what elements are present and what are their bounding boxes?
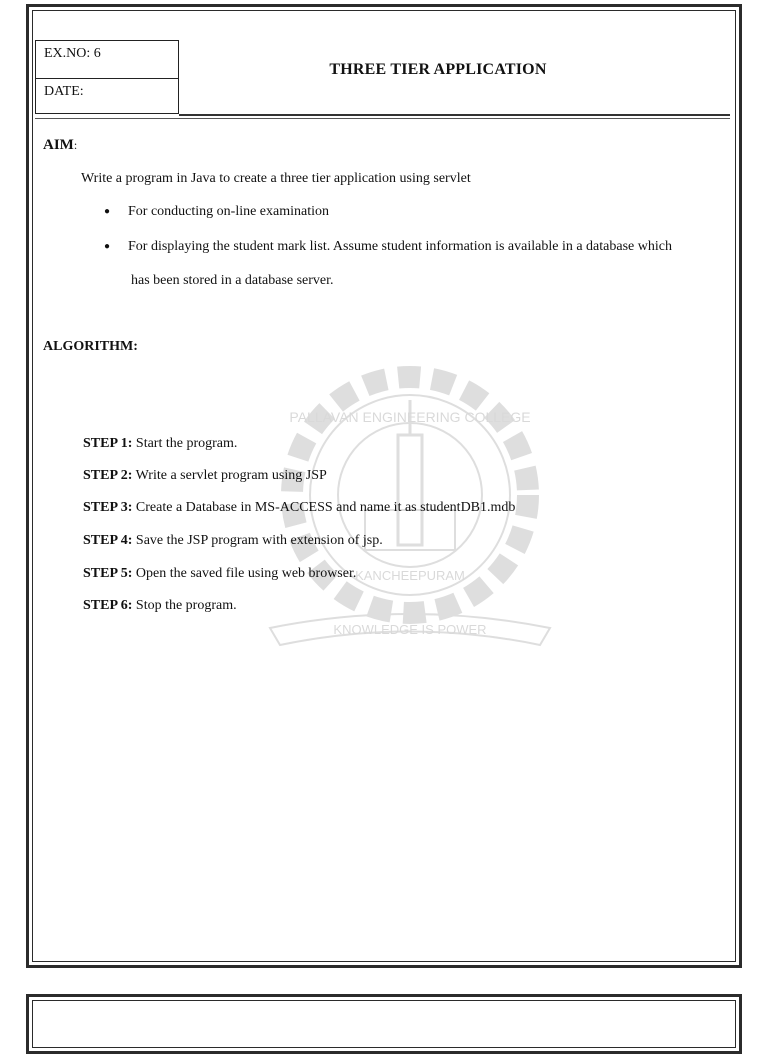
header-rule [179, 114, 730, 116]
watermark-motto: KNOWLEDGE IS POWER [333, 622, 487, 637]
aim-bullet-continuation: has been stored in a database server. [131, 273, 334, 288]
algorithm-step: STEP 1: Start the program. [83, 436, 238, 451]
aim-text: Write a program in Java to create a three tier application using servlet [81, 171, 471, 186]
watermark-bottom-text: KANCHEEPURAM [355, 568, 465, 583]
page-title: THREE TIER APPLICATION [329, 61, 547, 78]
algorithm-heading: ALGORITHM: [43, 339, 138, 354]
aim-bullet: For conducting on-line examination [128, 204, 330, 219]
bullet-icon: ● [104, 206, 111, 217]
next-page-edge [26, 994, 742, 1054]
algorithm-step: STEP 2: Write a servlet program using JSP [83, 468, 327, 483]
algorithm-step: STEP 3: Create a Database in MS-ACCESS and name it as studentDB1.mdb [83, 500, 516, 515]
bullet-icon: ● [104, 241, 111, 252]
exercise-info-box [35, 40, 179, 114]
watermark-top-text: PALLAVAN ENGINEERING COLLEGE [289, 409, 531, 425]
algorithm-step: STEP 5: Open the saved file using web browser. [83, 566, 357, 581]
header-rule-thin [35, 118, 730, 119]
algorithm-step: STEP 6: Stop the program. [83, 598, 237, 613]
aim-heading: AIM: [43, 137, 78, 153]
algorithm-step: STEP 4: Save the JSP program with extension of jsp. [83, 533, 383, 548]
date-field: DATE: [36, 78, 178, 115]
aim-bullet: For displaying the student mark list. Assume student information is available in a database which [128, 239, 672, 254]
ex-no-field: EX.NO: 6 [44, 46, 101, 61]
